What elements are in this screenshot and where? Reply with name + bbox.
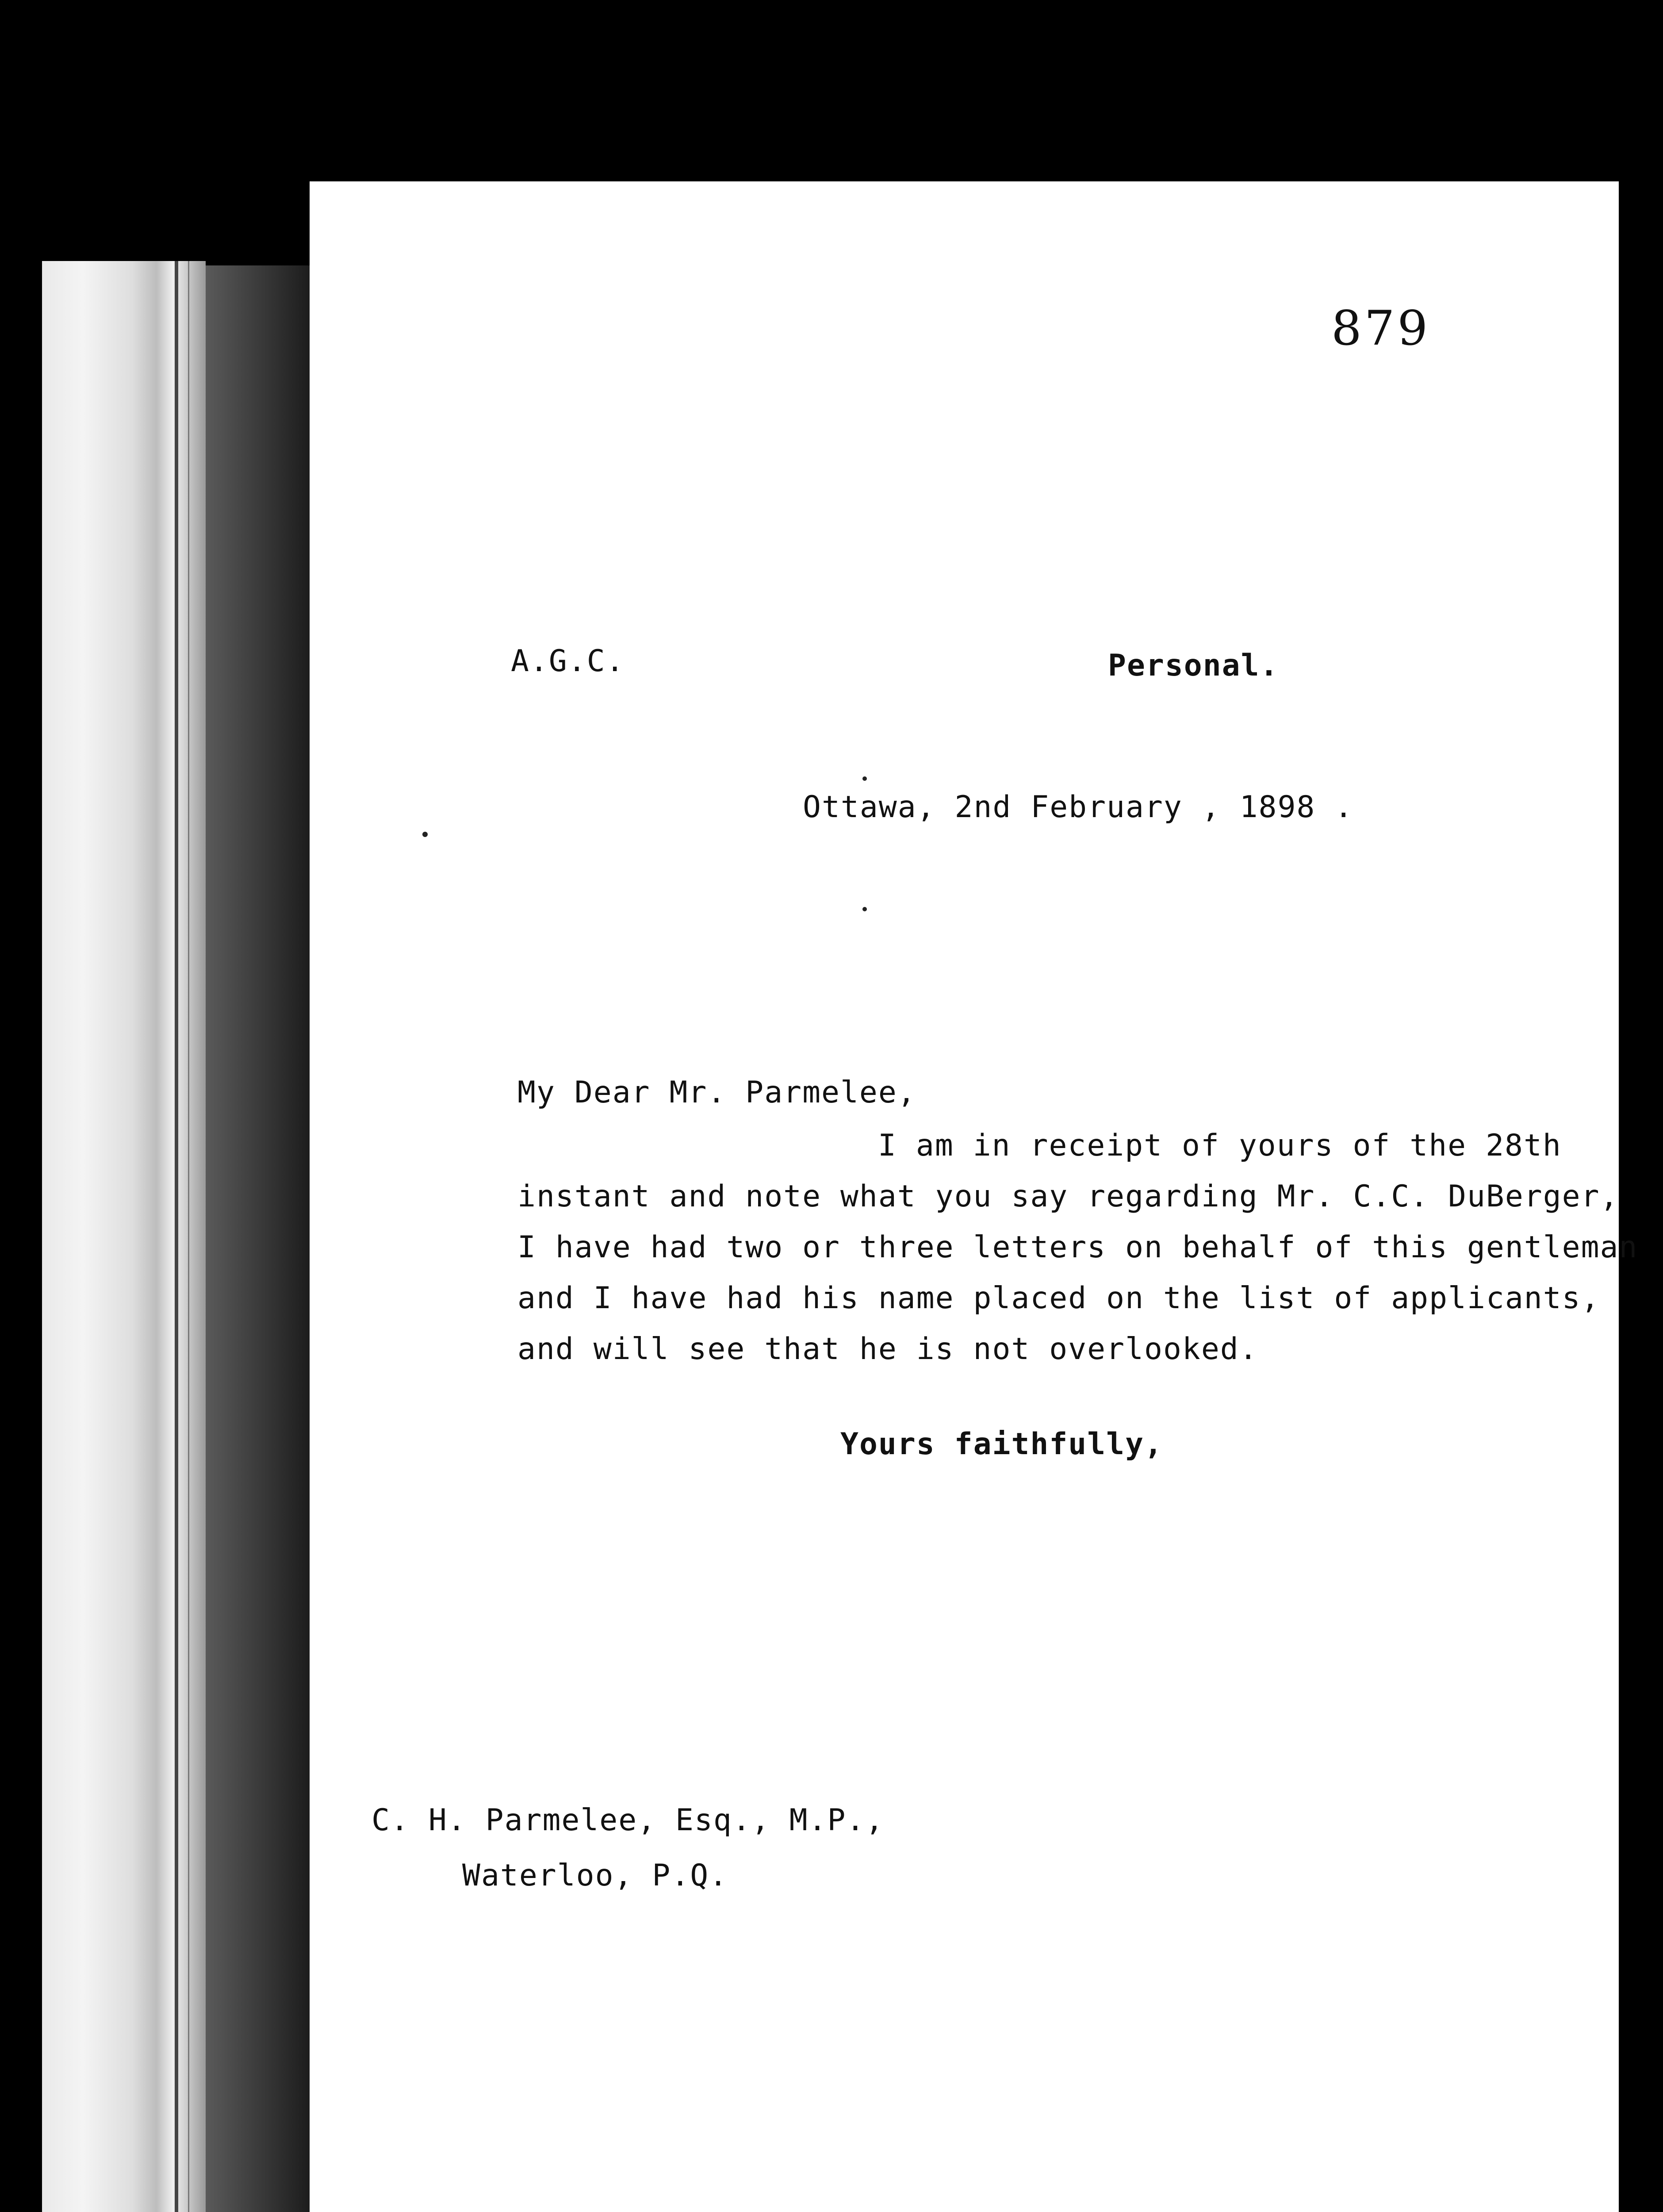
ledger-binding [42,261,206,2212]
page-number: 879 [1331,301,1431,356]
closing: Yours faithfully, [840,1427,1163,1462]
speck [862,776,867,781]
body-line: and I have had his name placed on the list of applicants, [517,1281,1600,1316]
binding-edge-line [175,261,178,2212]
body-line: I have had two or three letters on behalf of this gentleman [517,1230,1638,1265]
addressee-location: Waterloo, P.Q. [462,1858,728,1893]
speck [422,832,428,837]
body-line: instant and note what you say regarding Mr. C.C. DuBerger, [517,1179,1619,1214]
addressee-name: C. H. Parmelee, Esq., M.P., [372,1803,885,1838]
speck [862,907,867,911]
reference-initials: A.G.C. [511,644,625,679]
body-line: I am in receipt of yours of the 28th [878,1128,1562,1163]
binding-shadow [206,265,314,2212]
binding-edge-line [188,261,189,2212]
letter-page [310,181,1638,2212]
salutation: My Dear Mr. Parmelee, [517,1075,916,1110]
body-line: and will see that he is not overlooked. [517,1332,1258,1367]
personal-marking: Personal. [1108,648,1279,683]
date-line: Ottawa, 2nd February , 1898 . [803,790,1354,825]
